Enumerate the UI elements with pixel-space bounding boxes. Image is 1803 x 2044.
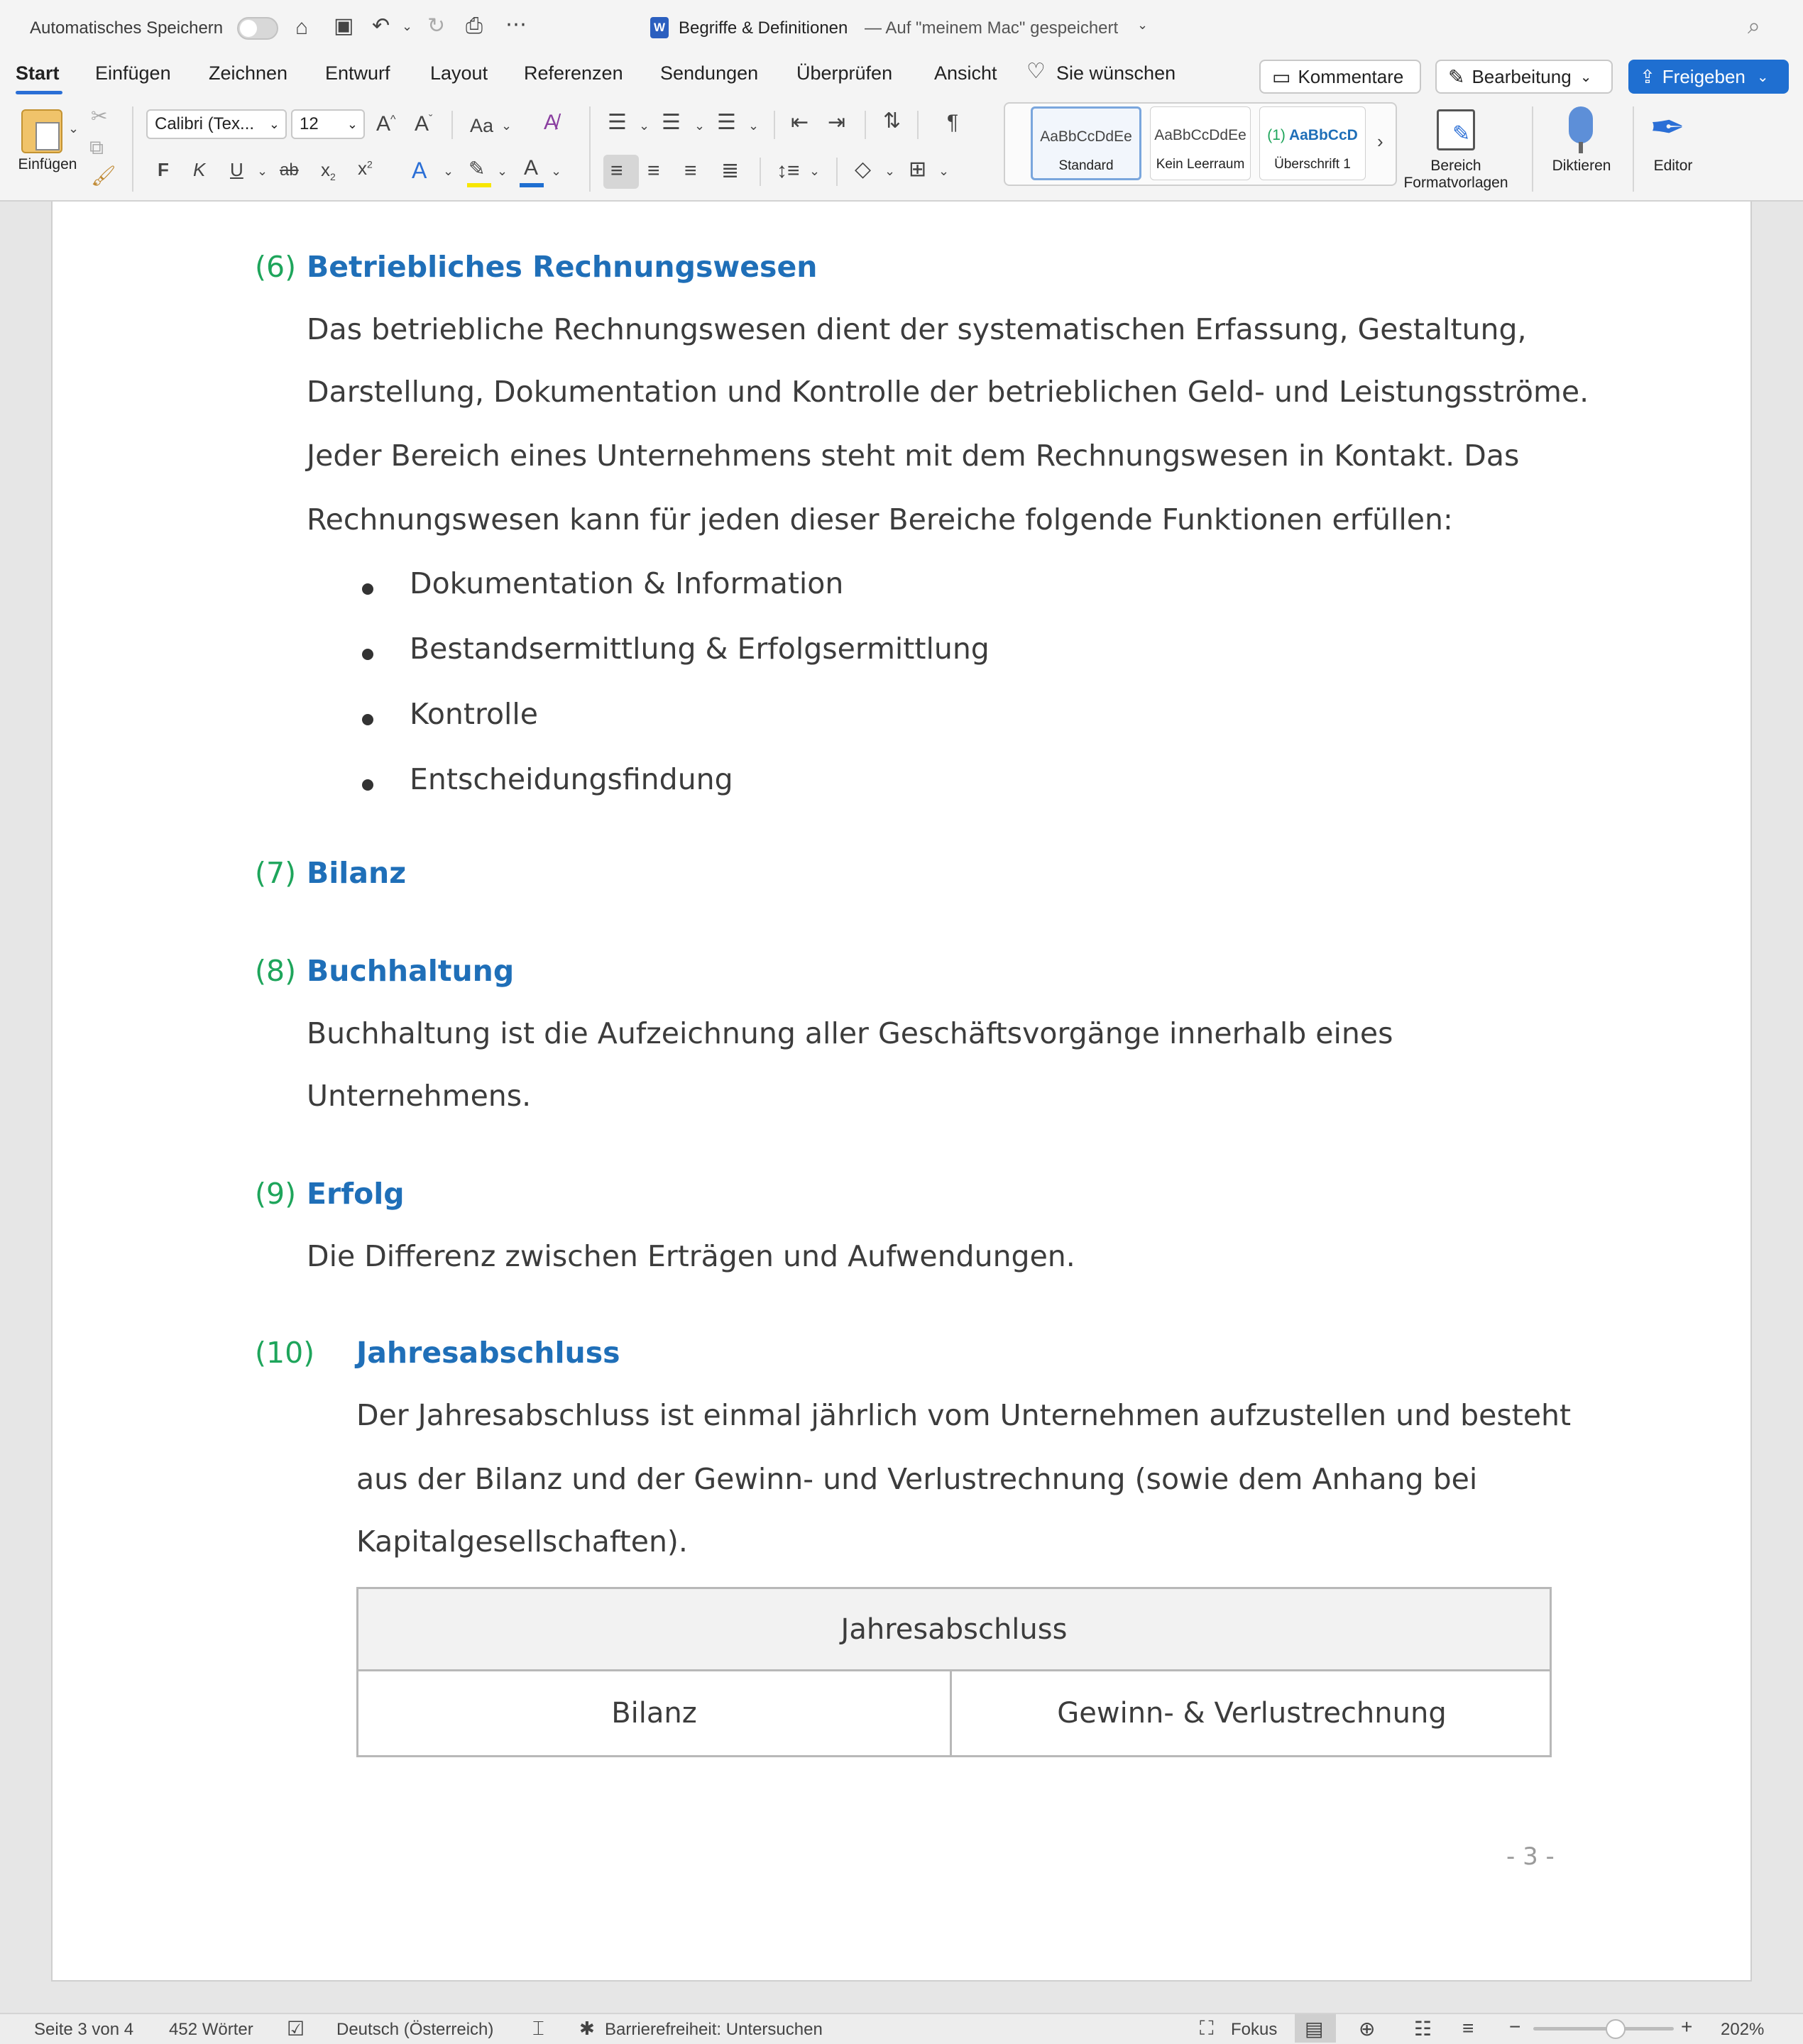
style-standard[interactable] [1031,106,1141,180]
increase-indent-icon[interactable]: ⇥ [828,111,846,134]
active-tab-indicator [16,91,62,94]
section-8-line-1[interactable]: Buchhaltung ist die Aufzeichnung aller Geschäftsvorgänge innerhalb eines [307,1016,1393,1050]
cut-icon[interactable]: ✂ [91,105,108,127]
zoom-slider-handle[interactable] [1606,2019,1626,2039]
italic-button[interactable]: K [193,159,206,180]
ribbon-separator [1532,106,1533,192]
style-standard-name: Standard [1058,158,1114,173]
status-language[interactable]: Deutsch (Österreich) [336,2020,494,2039]
status-zoom-level[interactable]: 202% [1721,2020,1765,2039]
status-bar [0,2013,1803,2044]
ribbon-separator [836,158,838,186]
section-10-heading[interactable]: Jahresabschluss [356,1336,620,1370]
autosave-label: Automatisches Speichern [30,18,224,38]
font-size-chevron-icon: ⌄ [346,116,358,131]
tab-start[interactable]: Start [16,62,60,84]
text-effects-chevron-icon[interactable]: ⌄ [443,164,454,178]
section-10-line-2[interactable]: aus der Bilanz und der Gewinn- und Verlustrechnung (sowie dem Anhang bei [356,1462,1478,1496]
tab-layout[interactable]: Layout [430,62,488,84]
text-predictions-icon[interactable]: ⌶ [532,2017,544,2039]
change-case-chevron-icon[interactable]: ⌄ [501,119,513,133]
dictate-label: Diktieren [1552,158,1611,174]
paste-icon[interactable] [21,109,62,153]
numbering-chevron-icon[interactable]: ⌄ [694,119,706,133]
tab-ansicht[interactable]: Ansicht [934,62,997,84]
sort-icon[interactable]: ⇅ [883,109,902,133]
decrease-indent-icon[interactable]: ⇤ [791,111,809,134]
section-6-line-2[interactable]: Darstellung, Dokumentation und Kontrolle der betrieblichen Geld- und Leistungsströme. [307,375,1589,409]
share-icon: ⇪ [1640,65,1655,87]
editing-mode-label: Bearbeitung [1472,65,1572,87]
section-9-heading[interactable]: Erfolg [307,1177,405,1211]
copy-icon[interactable]: ⧉ [89,136,104,158]
comments-button[interactable] [1259,60,1421,94]
comments-button-label: Kommentare [1298,65,1404,87]
autosave-toggle-knob [240,20,257,37]
section-10-line-1[interactable]: Der Jahresabschluss ist einmal jährlich vom Unternehmen aufzustellen und besteht [356,1398,1572,1432]
table-cell-bilanz[interactable]: Bilanz [358,1671,952,1755]
title-chevron-icon[interactable]: ⌄ [1137,18,1149,32]
section-6-line-4[interactable]: Rechnungswesen kann für jeden dieser Bereiche folgende Funktionen erfüllen: [307,502,1453,537]
grow-font-icon[interactable]: A^ [376,112,396,136]
print-icon[interactable]: ⎙ [466,14,483,38]
styles-pane-brush-icon: ✎ [1452,122,1471,145]
bullet-marker [362,649,373,660]
bullet-marker [362,583,373,595]
tab-referenzen[interactable]: Referenzen [524,62,623,84]
ribbon-separator [760,158,761,186]
borders-chevron-icon[interactable]: ⌄ [938,164,950,178]
ribbon-separator [451,111,453,139]
draft-view-icon[interactable]: ≡ [1462,2017,1474,2039]
chevron-down-icon: ⌄ [1579,69,1592,85]
ribbon-separator [589,106,591,192]
borders-icon[interactable]: ⊞ [909,158,927,181]
section-6-line-3[interactable]: Jeder Bereich eines Unternehmens steht mit dem Rechnungswesen in Kontakt. Das [307,439,1520,473]
section-8-line-2[interactable]: Unternehmens. [307,1079,532,1113]
section-6-number: (6) [255,250,297,284]
print-layout-icon: ▤ [1305,2018,1324,2040]
tab-entwurf[interactable]: Entwurf [325,62,390,84]
style-standard-preview: AaBbCcDdEe [1040,128,1132,145]
font-color-chevron-icon[interactable]: ⌄ [551,164,562,178]
style-heading-1-name: Überschrift 1 [1274,157,1351,172]
tab-zeichnen[interactable]: Zeichnen [209,62,288,84]
save-location[interactable]: — Auf "meinem Mac" gespeichert [865,18,1119,38]
lightbulb-icon[interactable]: ♡ [1026,60,1046,83]
section-10-line-3[interactable]: Kapitalgesellschaften). [356,1524,688,1559]
ribbon-separator [1633,106,1634,192]
undo-icon[interactable]: ↶ [372,14,390,38]
style-heading-1-text: AaBbCcD [1288,127,1358,143]
paste-sheet [35,122,60,150]
style-no-spacing-name: Kein Leerraum [1156,157,1245,172]
align-left-icon: ≡ [610,159,623,182]
text-effects-icon[interactable]: A [412,158,427,183]
autosave-toggle[interactable] [237,17,278,40]
pencil-icon: ✎ [1448,65,1465,88]
comment-icon: ▭ [1272,65,1291,88]
format-painter-icon[interactable]: 🖌 [91,165,116,187]
save-icon[interactable]: ▣ [334,14,354,38]
focus-icon[interactable]: ⛶ [1200,2017,1214,2039]
font-color-icon[interactable] [520,158,544,187]
highlight-color-bar [467,183,491,187]
microphone-stand [1579,142,1583,153]
style-heading-1-number: (1) [1267,127,1286,143]
bold-button[interactable]: F [158,159,169,180]
font-color-glyph-icon: A [524,156,539,180]
microphone-icon[interactable] [1569,106,1593,143]
print-layout-view-button[interactable] [1295,2014,1336,2043]
underline-chevron-icon[interactable]: ⌄ [257,164,268,178]
share-button[interactable] [1628,60,1789,94]
search-icon[interactable]: ⌕ [1748,13,1760,38]
section-6-heading[interactable]: Betriebliches Rechnungswesen [307,250,818,284]
proofing-icon[interactable]: ☑ [287,2018,305,2040]
editing-mode-button[interactable] [1435,60,1613,94]
title-bar [0,0,1803,57]
bullet-item-3[interactable]: Kontrolle [410,697,539,731]
share-button-label: Freigeben [1662,65,1746,87]
section-9-line-1[interactable]: Die Differenz zwischen Erträgen und Aufwendungen. [307,1239,1075,1273]
bullet-marker [362,714,373,725]
bullet-marker [362,779,373,791]
style-no-spacing-preview: AaBbCcDdEe [1154,127,1246,143]
section-8-number: (8) [255,954,297,988]
font-size-select[interactable] [291,109,365,139]
editor-pen-icon[interactable]: ✒ [1650,104,1686,151]
align-center-icon[interactable]: ≡ [647,159,660,182]
change-case-icon[interactable]: Aa [470,115,494,136]
paste-label: Einfügen [18,156,77,172]
ribbon-separator [917,111,919,139]
bullets-chevron-icon[interactable]: ⌄ [639,119,650,133]
section-10-number: (10) [255,1336,315,1370]
font-color-bar [520,183,544,187]
jahresabschluss-table[interactable] [356,1587,1552,1757]
bullet-item-1[interactable]: Dokumentation & Information [410,566,844,600]
ribbon-separator [865,111,866,139]
clear-formatting-icon[interactable]: A̸ [544,111,559,134]
multilevel-chevron-icon[interactable]: ⌄ [748,119,760,133]
web-layout-icon[interactable]: ⊕ [1359,2018,1376,2040]
redo-icon[interactable]: ↻ [427,14,446,38]
more-icon[interactable]: ⋯ [505,13,527,36]
ribbon-separator [132,106,133,192]
word-app-icon: W [650,17,669,38]
document-canvas[interactable] [0,202,1803,2013]
section-6-line-1[interactable]: Das betriebliche Rechnungswesen dient der systematischen Erfassung, Gestaltung, [307,312,1527,346]
zoom-slider-track[interactable] [1533,2027,1674,2031]
section-7-number: (7) [255,856,297,890]
multilevel-list-icon[interactable]: ☰ [717,111,736,134]
style-heading-1-preview [1260,127,1365,144]
font-name-value: Calibri (Tex... [155,114,255,133]
styles-pane-label-1: Bereich [1430,158,1481,174]
section-9-number: (9) [255,1177,297,1211]
numbering-icon[interactable]: ☰ [662,111,681,134]
paste-dropdown-icon[interactable]: ⌄ [68,121,80,136]
table-cell-guv[interactable]: Gewinn- & Verlustrechnung [1057,1697,1447,1730]
strikethrough-button[interactable]: ab [280,160,299,180]
document-page[interactable] [51,202,1752,1982]
line-spacing-icon[interactable]: ↕≡ [777,159,800,182]
tell-me-search[interactable]: Sie wünschen [1056,62,1176,84]
ribbon-separator [774,111,775,139]
font-name-chevron-icon: ⌄ [268,116,280,131]
status-word-count[interactable]: 452 Wörter [169,2020,253,2039]
line-spacing-chevron-icon[interactable]: ⌄ [809,164,821,178]
styles-pane-label-2: Formatvorlagen [1403,175,1508,191]
styles-pane-icon[interactable] [1434,106,1479,153]
share-chevron-icon: ⌄ [1756,69,1769,85]
bullet-item-4[interactable]: Entscheidungsfindung [410,762,733,796]
subscript-icon[interactable]: $x_2$ [321,159,336,183]
superscript-icon[interactable]: $x^2$ [358,158,373,179]
section-7-heading[interactable]: Bilanz [307,856,407,890]
status-accessibility[interactable]: Barrierefreiheit: Untersuchen [605,2020,823,2039]
underline-button[interactable]: U [230,159,243,180]
show-formatting-marks-icon[interactable]: ¶ [947,111,959,134]
bullet-item-2[interactable]: Bestandsermittlung & Erfolgsermittlung [410,632,990,666]
highlight-icon[interactable] [467,159,491,187]
style-heading-1[interactable] [1259,106,1366,180]
shading-chevron-icon[interactable]: ⌄ [884,164,896,178]
zoom-out-icon[interactable]: − [1509,2016,1521,2038]
tab-einfuegen[interactable]: Einfügen [95,62,171,84]
bullets-icon[interactable]: ☰ [608,111,627,134]
marker-glyph-icon: ✎ [468,158,486,180]
highlight-chevron-icon[interactable]: ⌄ [497,164,508,178]
shading-icon[interactable]: ◇ [855,158,872,181]
outline-view-icon[interactable]: ☷ [1414,2018,1432,2040]
status-page-count[interactable]: Seite 3 von 4 [34,2020,134,2039]
tab-ueberpruefen[interactable]: Überprüfen [796,62,893,84]
section-8-heading[interactable]: Buchhaltung [307,954,515,988]
align-right-icon[interactable]: ≡ [684,159,697,182]
zoom-in-icon[interactable]: + [1681,2016,1693,2038]
page-number: - 3 - [1506,1842,1555,1871]
accessibility-icon[interactable]: ✱ [579,2018,595,2039]
table-header-cell[interactable]: Jahresabschluss [358,1589,1550,1671]
status-focus[interactable]: Fokus [1231,2020,1278,2039]
undo-dropdown-icon[interactable]: ⌄ [402,19,413,33]
tab-sendungen[interactable]: Sendungen [660,62,759,84]
styles-gallery-more-icon[interactable]: › [1377,131,1383,152]
font-name-select[interactable] [146,109,287,139]
shrink-font-icon[interactable]: $A^ˇ$ [415,112,433,136]
home-icon[interactable]: ⌂ [295,16,309,39]
align-left-button[interactable] [603,155,639,189]
style-no-spacing[interactable] [1150,106,1251,180]
document-title: Begriffe & Definitionen [679,18,848,38]
editor-label: Editor [1653,158,1693,174]
font-size-value: 12 [300,114,319,133]
justify-icon[interactable]: ≣ [721,159,740,182]
